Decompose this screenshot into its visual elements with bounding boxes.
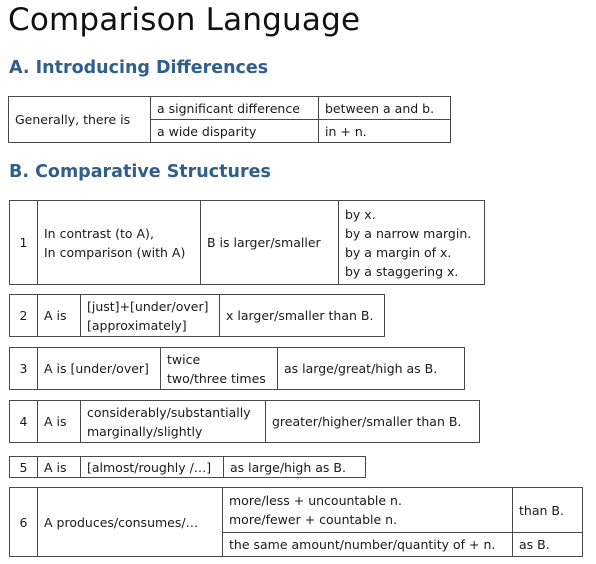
margin-line: by a margin of x. (345, 244, 452, 260)
section-a-heading: A. Introducing Differences (9, 58, 269, 78)
mod-line: [approximately] (87, 317, 187, 333)
structure-5-subject: A is (38, 457, 81, 478)
structure-1-intro (38, 201, 201, 285)
structure-2-mods (81, 295, 220, 337)
structure-number: 6 (10, 488, 38, 557)
table-a-noun-2: a wide disparity (151, 120, 319, 143)
structure-6-row2-end: as B. (513, 533, 583, 557)
structure-6-subject: A produces/consumes/… (38, 488, 223, 557)
structure-6-row1 (223, 488, 513, 533)
structure-3-table (9, 347, 465, 390)
structure-6-table (9, 487, 583, 557)
structure-1-margins (339, 201, 485, 285)
structure-2-table (9, 294, 385, 337)
structure-1-table (9, 200, 485, 285)
structure-3-mult (161, 348, 278, 390)
structure-6-row2: the same amount/number/quantity of + n. (223, 533, 513, 557)
structure-3-subject: A is [under/over] (38, 348, 161, 390)
mod-line: [just]+[under/over] (87, 298, 209, 314)
margin-line: by x. (345, 206, 376, 222)
table-a-tail-2: in + n. (319, 120, 451, 143)
structure-4-tail: greater/higher/smaller than B. (266, 401, 480, 443)
structure-3-tail: as large/great/high as B. (278, 348, 465, 390)
structure-2-tail: x larger/smaller than B. (220, 295, 385, 337)
structure-number: 1 (10, 201, 38, 285)
structure-4-subject: A is (38, 401, 81, 443)
structure-5-mod: [almost/roughly /…] (81, 457, 224, 478)
mod-line: considerably/substantially (87, 404, 251, 420)
structure-number: 2 (10, 295, 38, 337)
quantity-line: more/fewer + countable n. (229, 512, 398, 527)
structure-5-table (9, 456, 366, 478)
margin-line: by a staggering x. (345, 263, 459, 279)
structure-4-table (9, 400, 480, 443)
structure-1-main: B is larger/smaller (201, 201, 339, 285)
structure-5-tail: as large/high as B. (224, 457, 366, 478)
table-a-lead: Generally, there is (9, 97, 151, 143)
structure-4-mods (81, 401, 266, 443)
structure-number: 3 (10, 348, 38, 390)
table-a-tail-1: between a and b. (319, 97, 451, 120)
structure-number: 5 (10, 457, 38, 478)
structure-number: 4 (10, 401, 38, 443)
table-a (8, 96, 451, 143)
structure-2-subject: A is (38, 295, 81, 337)
quantity-line: more/less + uncountable n. (229, 493, 402, 508)
section-b-heading: B. Comparative Structures (9, 162, 271, 182)
page-title: Comparison Language (8, 2, 361, 38)
mod-line: marginally/slightly (87, 423, 203, 439)
table-a-noun-1: a significant difference (151, 97, 319, 120)
mult-line: two/three times (167, 370, 266, 386)
intro-line: In contrast (to A), (44, 225, 154, 241)
mult-line: twice (167, 351, 201, 367)
margin-line: by a narrow margin. (345, 225, 472, 241)
structure-6-row1-end: than B. (513, 488, 583, 533)
intro-line: In comparison (with A) (44, 244, 186, 260)
